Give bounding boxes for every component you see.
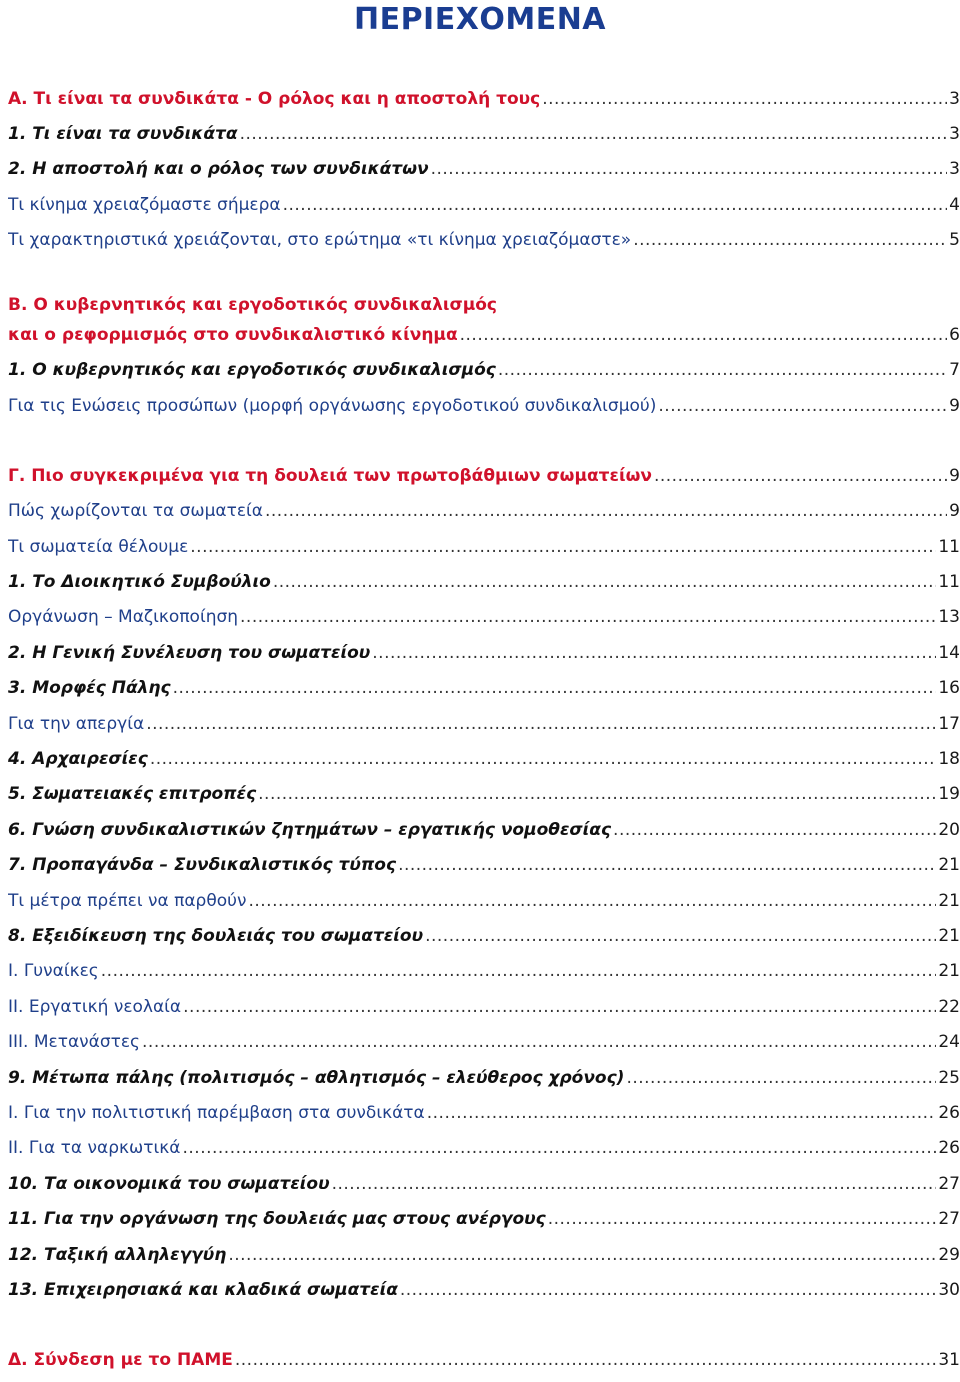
toc-page-number: 25	[938, 1068, 960, 1088]
toc-entry-text: 2. Η Γενική Συνέλευση του σωματείου	[8, 643, 371, 663]
toc-leader-dots	[146, 713, 936, 735]
toc-entry[interactable]	[8, 848, 960, 876]
toc-entry-text: 3. Μορφές Πάλης	[8, 678, 171, 698]
toc-page-number: 24	[938, 1032, 960, 1052]
toc-entry[interactable]	[8, 1167, 960, 1195]
toc-entry[interactable]	[8, 777, 960, 805]
toc-leader-dots	[654, 465, 947, 487]
toc-entry-text: 4. Αρχαιρεσίες	[8, 749, 148, 769]
toc-leader-dots	[273, 571, 937, 593]
toc-leader-dots	[142, 1031, 936, 1053]
toc-leader-dots	[613, 819, 936, 841]
toc-leader-dots	[183, 996, 936, 1018]
toc-entry-text: Πώς χωρίζονται τα σωματεία	[8, 501, 263, 521]
toc-entry[interactable]	[8, 152, 960, 180]
toc-entry[interactable]	[8, 1343, 960, 1371]
toc-entry[interactable]	[8, 636, 960, 664]
toc-entry-text: 11. Για την οργάνωση της δουλειάς μας στους ανέργους	[8, 1209, 546, 1229]
toc-leader-dots	[240, 123, 948, 145]
toc-entry[interactable]	[8, 919, 960, 947]
toc-leader-dots	[332, 1173, 937, 1195]
toc-entry[interactable]	[8, 742, 960, 770]
toc-entry-text: Τι μέτρα πρέπει να παρθούν	[8, 891, 247, 911]
toc-entry[interactable]	[8, 318, 960, 346]
toc-page-number: 11	[938, 572, 960, 592]
toc-entry-text: 12. Ταξική αλληλεγγύη	[8, 1245, 227, 1265]
toc-leader-dots	[248, 890, 936, 912]
toc-page-number: 9	[949, 396, 960, 416]
toc-page-number: 22	[938, 997, 960, 1017]
toc-leader-dots	[182, 1137, 936, 1159]
toc-entry[interactable]	[8, 1273, 960, 1301]
toc-entry[interactable]	[8, 82, 960, 110]
toc-leader-dots	[542, 88, 947, 110]
toc-entry-text: 5. Σωματειακές επιτροπές	[8, 784, 257, 804]
toc-page-number: 31	[938, 1350, 960, 1370]
toc-entry-text: ΙΙΙ. Μετανάστες	[8, 1032, 141, 1052]
toc-entry-text: 1. Το Διοικητικό Συμβούλιο	[8, 572, 271, 592]
toc-leader-dots	[190, 536, 936, 558]
toc-leader-dots	[548, 1208, 937, 1230]
toc-leader-dots	[400, 1279, 936, 1301]
toc-entry-text: 2. Η αποστολή και ο ρόλος των συνδικάτων	[8, 159, 429, 179]
toc-leader-dots	[265, 500, 947, 522]
toc-page-number: 7	[949, 360, 960, 380]
toc-page-number: 21	[938, 926, 960, 946]
toc-page-number: 3	[949, 89, 960, 109]
toc-entry[interactable]	[8, 1238, 960, 1266]
toc-page-number: 21	[938, 961, 960, 981]
toc-page-number: 26	[938, 1138, 960, 1158]
toc-page-number: 21	[938, 891, 960, 911]
toc-entry-text: 1. Τι είναι τα συνδικάτα	[8, 124, 238, 144]
toc-entry-text: Για τις Ενώσεις προσώπων (μορφή οργάνωσης εργοδοτικού συνδικαλισμού)	[8, 396, 657, 416]
toc-entry[interactable]	[8, 600, 960, 628]
toc-entry[interactable]	[8, 1025, 960, 1053]
toc-entry-text: ΙΙ. Εργατική νεολαία	[8, 997, 182, 1017]
toc-entry-text: Ι. Για την πολιτιστική παρέμβαση στα συνδικάτα	[8, 1103, 425, 1123]
toc-entry[interactable]	[8, 389, 960, 417]
toc-entry-text: Γ. Πιο συγκεκριμένα για τη δουλειά των πρωτοβάθμιων σωματείων	[8, 466, 652, 486]
toc-leader-dots	[235, 1349, 936, 1371]
toc-page-number: 4	[949, 195, 960, 215]
toc-entry[interactable]	[8, 459, 960, 487]
toc-entry-text: Ι. Γυναίκες	[8, 961, 99, 981]
toc-leader-dots	[427, 1102, 937, 1124]
toc-page-number: 14	[938, 643, 960, 663]
toc-page-number: 9	[949, 501, 960, 521]
toc-entry-text: 7. Προπαγάνδα – Συνδικαλιστικός τύπος	[8, 855, 397, 875]
toc-entry-text: 6. Γνώση συνδικαλιστικών ζητημάτων – εργατικής νομοθεσίας	[8, 820, 612, 840]
toc-page-number: 27	[938, 1209, 960, 1229]
toc-leader-dots	[372, 642, 936, 664]
toc-page-number: 3	[949, 159, 960, 179]
toc-entry-text: Για την απεργία	[8, 714, 145, 734]
toc-entry[interactable]	[8, 1131, 960, 1159]
toc-entry-text: Τι χαρακτηριστικά χρειάζονται, στο ερώτημα «τι κίνημα χρειαζόμαστε»	[8, 230, 632, 250]
toc-leader-dots	[633, 229, 947, 251]
toc-page-number: 5	[949, 230, 960, 250]
toc-entry[interactable]	[8, 117, 960, 145]
toc-leader-dots	[150, 748, 937, 770]
toc-entry-text: ΙΙ. Για τα ναρκωτικά	[8, 1138, 181, 1158]
toc-entry-b-first-line[interactable]	[8, 288, 960, 316]
toc-leader-dots	[240, 606, 936, 628]
toc-page-number: 19	[938, 784, 960, 804]
toc-entry[interactable]	[8, 813, 960, 841]
toc-page-number: 26	[938, 1103, 960, 1123]
toc-entry-text: Α. Τι είναι τα συνδικάτα - Ο ρόλος και η αποστολή τους	[8, 89, 541, 109]
toc-entry[interactable]	[8, 565, 960, 593]
toc-entry-text: 8. Εξειδίκευση της δουλειάς του σωματείου	[8, 926, 424, 946]
toc-entry[interactable]	[8, 990, 960, 1018]
toc-entry[interactable]	[8, 1096, 960, 1124]
toc-page-number: 16	[938, 678, 960, 698]
toc-leader-dots	[658, 395, 947, 417]
toc-page-number: 17	[938, 714, 960, 734]
toc-entry[interactable]	[8, 954, 960, 982]
toc-leader-dots	[460, 324, 948, 346]
toc-leader-dots	[431, 158, 948, 180]
page-title: ΠΕΡΙΕΧΟΜΕΝΑ	[353, 2, 607, 37]
toc-page-number: 18	[938, 749, 960, 769]
toc-leader-dots	[425, 925, 936, 947]
toc-page-number: 20	[938, 820, 960, 840]
toc-entry[interactable]	[8, 1202, 960, 1230]
toc-entry[interactable]	[8, 530, 960, 558]
toc-page-number: 6	[949, 325, 960, 345]
toc-entry-text: 10. Τα οικονομικά του σωματείου	[8, 1174, 330, 1194]
toc-entry[interactable]	[8, 494, 960, 522]
toc-entry-text: 13. Επιχειρησιακά και κλαδικά σωματεία	[8, 1280, 398, 1300]
toc-page-number: 27	[938, 1174, 960, 1194]
toc-leader-dots	[283, 194, 948, 216]
toc-entry[interactable]	[8, 188, 960, 216]
toc-page-number: 13	[938, 607, 960, 627]
toc-page-number: 9	[949, 466, 960, 486]
toc-leader-dots	[498, 359, 947, 381]
toc-leader-dots	[258, 783, 936, 805]
toc-leader-dots	[173, 677, 937, 699]
toc-entry-text: 9. Μέτωπα πάλης (πολιτισμός – αθλητισμός – ελεύθερος χρόνος)	[8, 1068, 625, 1088]
toc-page-number: 21	[938, 855, 960, 875]
toc-entry-text: Τι σωματεία θέλουμε	[8, 537, 189, 557]
toc-entry-text: Β. Ο κυβερνητικός και εργοδοτικός συνδικαλισμός	[8, 295, 497, 315]
toc-entry-text: Τι κίνημα χρειαζόμαστε σήμερα	[8, 195, 281, 215]
toc-page-number: 3	[949, 124, 960, 144]
toc-entry-text: Δ. Σύνδεση με το ΠΑΜΕ	[8, 1350, 233, 1370]
toc-page-number: 30	[938, 1280, 960, 1300]
toc-page-number: 11	[938, 537, 960, 557]
toc-entry[interactable]	[8, 353, 960, 381]
toc-entry-text: 1. Ο κυβερνητικός και εργοδοτικός συνδικαλισμός	[8, 360, 496, 380]
toc-leader-dots	[228, 1244, 936, 1266]
toc-leader-dots	[101, 960, 937, 982]
toc-entry[interactable]	[8, 707, 960, 735]
toc-entry[interactable]	[8, 671, 960, 699]
toc-entry[interactable]	[8, 1061, 960, 1089]
toc-entry-text: και ο ρεφορμισμός στο συνδικαλιστικό κίνημα	[8, 325, 458, 345]
toc-entry[interactable]	[8, 223, 960, 251]
toc-page-number: 29	[938, 1245, 960, 1265]
toc-leader-dots	[398, 854, 936, 876]
toc-leader-dots	[626, 1067, 936, 1089]
toc-entry-text: Οργάνωση – Μαζικοποίηση	[8, 607, 239, 627]
toc-entry[interactable]	[8, 884, 960, 912]
